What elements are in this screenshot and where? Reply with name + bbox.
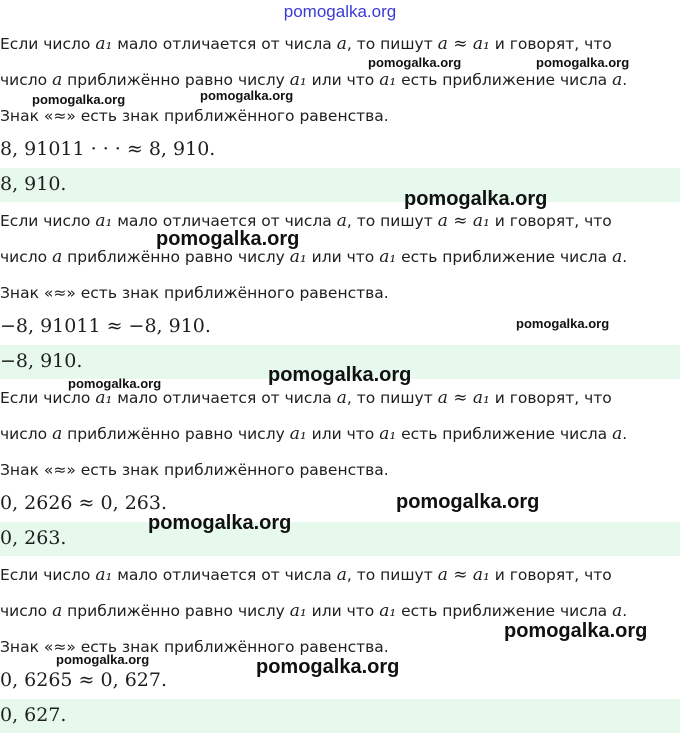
watermark: pomogalka.org: [536, 55, 630, 70]
watermark: pomogalka.org: [148, 512, 292, 534]
text-fragment: есть приближение числа: [401, 602, 608, 620]
text-fragment: мало отличается от числа: [117, 212, 332, 230]
text-fragment: мало отличается от числа: [117, 35, 332, 53]
math-a1: a₁: [95, 565, 113, 585]
definition-line-3: Знак «≈» есть знак приближённого равенства.: [0, 284, 389, 302]
math-a1: a₁: [289, 424, 307, 444]
math-approx: a ≈ a₁: [437, 34, 490, 54]
text-fragment: есть приближение числа: [401, 248, 608, 266]
text-fragment: приближённо равно числу: [67, 425, 285, 443]
math-a1: a₁: [289, 601, 307, 621]
text-fragment: Если число: [0, 35, 91, 53]
definition-line-3: Знак «≈» есть знак приближённого равенства.: [0, 461, 389, 479]
text-fragment: есть приближение числа: [401, 71, 608, 89]
math-a: a: [52, 601, 63, 621]
text-fragment: Если число: [0, 212, 91, 230]
text-fragment: приближённо равно числу: [67, 602, 285, 620]
text-fragment: Если число: [0, 389, 91, 407]
text-fragment: приближённо равно числу: [67, 248, 285, 266]
math-approx: a ≈ a₁: [437, 211, 490, 231]
watermark: pomogalka.org: [32, 92, 126, 107]
math-a: a: [336, 34, 347, 54]
math-a: a: [52, 247, 63, 267]
definition-line-3: Знак «≈» есть знак приближённого равенства.: [0, 107, 389, 125]
text-fragment: и говорят, что: [494, 566, 612, 584]
math-approx: a ≈ a₁: [437, 565, 490, 585]
math-a: a: [612, 247, 623, 267]
watermark: pomogalka.org: [268, 364, 412, 386]
text-fragment: , то пишут: [346, 212, 433, 230]
watermark: pomogalka.org: [504, 620, 648, 642]
math-a1: a₁: [95, 211, 113, 231]
math-a1: a₁: [289, 247, 307, 267]
math-a1: a₁: [379, 247, 397, 267]
math-a: a: [336, 388, 347, 408]
text-fragment: есть приближение числа: [401, 425, 608, 443]
text-fragment: , то пишут: [346, 35, 433, 53]
definition-line-2: [0, 247, 627, 267]
math-a: a: [336, 565, 347, 585]
definition-line-1: [0, 388, 612, 408]
site-header-link[interactable]: pomogalka.org: [283, 2, 397, 21]
text-fragment: и говорят, что: [494, 389, 612, 407]
answer-value: −8, 910.: [0, 350, 83, 372]
text-fragment: и говорят, что: [494, 35, 612, 53]
definition-line-2: [0, 70, 627, 90]
text-fragment: Если число: [0, 566, 91, 584]
answer-box: [0, 168, 680, 202]
math-a1: a₁: [379, 424, 397, 444]
definition-line-2: [0, 601, 627, 621]
math-a: a: [612, 70, 623, 90]
watermark: pomogalka.org: [68, 376, 162, 391]
definition-line-1: [0, 211, 612, 231]
calculation: −8, 91011 ≈ −8, 910.: [0, 315, 211, 337]
calculation: 0, 6265 ≈ 0, 627.: [0, 669, 167, 691]
watermark: pomogalka.org: [200, 88, 294, 103]
calculation: 0, 2626 ≈ 0, 263.: [0, 492, 167, 514]
text-fragment: число: [0, 602, 48, 620]
calculation: 8, 91011 · · · ≈ 8, 910.: [0, 138, 216, 160]
watermark: pomogalka.org: [396, 491, 540, 513]
text-fragment: мало отличается от числа: [117, 389, 332, 407]
math-a1: a₁: [95, 388, 113, 408]
text-fragment: , то пишут: [346, 566, 433, 584]
math-a: a: [336, 211, 347, 231]
math-approx: a ≈ a₁: [437, 388, 490, 408]
text-fragment: .: [622, 248, 628, 266]
watermark: pomogalka.org: [368, 55, 462, 70]
text-fragment: .: [622, 425, 628, 443]
definition-line-3: Знак «≈» есть знак приближённого равенства.: [0, 638, 389, 656]
text-fragment: число: [0, 71, 48, 89]
math-a: a: [612, 601, 623, 621]
text-fragment: число: [0, 248, 48, 266]
answer-box: [0, 522, 680, 556]
text-fragment: .: [622, 71, 628, 89]
math-a1: a₁: [379, 70, 397, 90]
watermark: pomogalka.org: [256, 656, 400, 678]
math-a: a: [52, 424, 63, 444]
text-fragment: мало отличается от числа: [117, 566, 332, 584]
text-fragment: приближённо равно числу: [67, 71, 285, 89]
answer-value: 0, 263.: [0, 527, 67, 549]
text-fragment: или что: [311, 602, 375, 620]
watermark: pomogalka.org: [516, 316, 610, 331]
text-fragment: или что: [311, 71, 375, 89]
text-fragment: и говорят, что: [494, 212, 612, 230]
text-fragment: число: [0, 425, 48, 443]
text-fragment: или что: [311, 248, 375, 266]
math-a: a: [52, 70, 63, 90]
definition-line-2: [0, 424, 627, 444]
watermark: pomogalka.org: [56, 652, 150, 667]
math-a: a: [612, 424, 623, 444]
math-a1: a₁: [95, 34, 113, 54]
text-fragment: или что: [311, 425, 375, 443]
definition-line-1: [0, 565, 612, 585]
answer-value: 0, 627.: [0, 704, 67, 726]
watermark: pomogalka.org: [404, 188, 548, 210]
math-a1: a₁: [379, 601, 397, 621]
watermark: pomogalka.org: [156, 228, 300, 250]
definition-line-1: [0, 34, 612, 54]
math-a1: a₁: [289, 70, 307, 90]
text-fragment: , то пишут: [346, 389, 433, 407]
answer-value: 8, 910.: [0, 173, 67, 195]
text-fragment: .: [622, 602, 628, 620]
answer-box: [0, 699, 680, 733]
